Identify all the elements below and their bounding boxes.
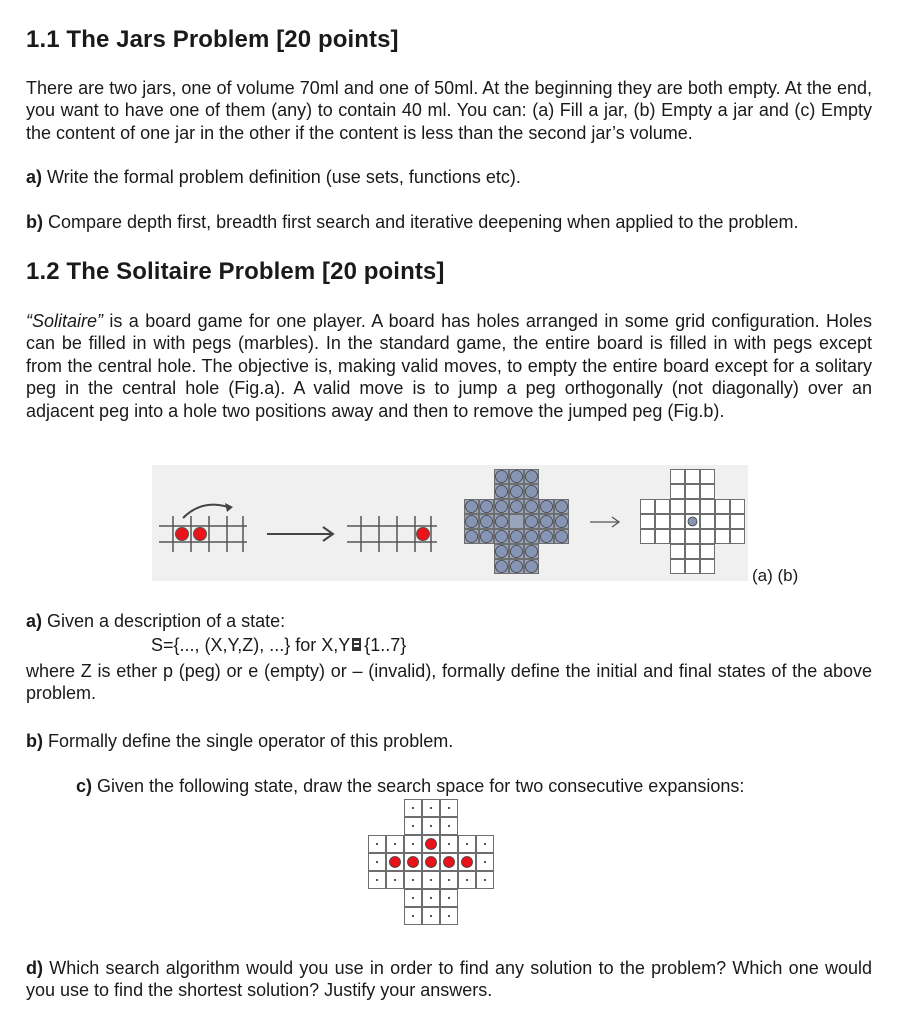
- board-hole-r5-c7: [731, 530, 745, 544]
- peg: [526, 471, 538, 483]
- board-hole-r4-c1: [641, 515, 655, 529]
- peg: [426, 857, 437, 868]
- empty-hole-mark: [412, 825, 414, 827]
- board-hole-r2-c3: [495, 485, 509, 499]
- board-hole-r5-c6: [540, 530, 554, 544]
- peg: [511, 561, 523, 573]
- peg: [526, 516, 538, 528]
- board-hole-r6-c3: [405, 890, 422, 907]
- figure-board-end: [640, 469, 748, 577]
- board-hole-r5-c3: [495, 530, 509, 544]
- board-hole-r5-c5: [441, 872, 458, 889]
- board-hole-r3-c6: [459, 836, 476, 853]
- board-hole-r5-c4: [510, 530, 524, 544]
- board-hole-r6-c5: [525, 545, 539, 559]
- empty-hole-mark: [412, 915, 414, 917]
- empty-hole-mark: [430, 879, 432, 881]
- empty-hole-mark: [466, 843, 468, 845]
- board-hole-r5-c6: [716, 530, 730, 544]
- board-hole-r7-c5: [441, 908, 458, 925]
- board-hole-r3-c3: [495, 500, 509, 514]
- board-hole-r4-c2: [656, 515, 670, 529]
- board-hole-r6-c4: [423, 890, 440, 907]
- solitaire-question-a-label: a): [26, 611, 43, 631]
- board-hole-r4-c6: [540, 515, 554, 529]
- peg: [390, 857, 401, 868]
- peg: [526, 531, 538, 543]
- board-hole-r7-c5: [701, 560, 715, 574]
- empty-hole-mark: [412, 879, 414, 881]
- board-hole-r6-c3: [495, 545, 509, 559]
- peg: [466, 501, 478, 513]
- jars-question-b-text: Compare depth first, breadth first search and iterative deepening when applied to the problem.: [43, 212, 799, 232]
- board-hole-r3-c1: [369, 836, 386, 853]
- element-of-symbol-icon: [351, 637, 363, 653]
- board-hole-r4-c7: [477, 854, 494, 871]
- board-hole-r5-c3: [671, 530, 685, 544]
- board-hole-r4-c7: [555, 515, 569, 529]
- board-hole-r6-c5: [701, 545, 715, 559]
- board-hole-r2-c4: [423, 818, 440, 835]
- solitaire-question-d: [26, 957, 872, 1002]
- board-hole-r5-c4: [423, 872, 440, 889]
- peg-jumping: [194, 528, 207, 541]
- peg: [466, 531, 478, 543]
- board-hole-r4-c4: [686, 515, 700, 529]
- peg: [496, 516, 508, 528]
- empty-hole-mark: [430, 825, 432, 827]
- board-hole-r4-c7: [731, 515, 745, 529]
- board-hole-r7-c3: [405, 908, 422, 925]
- board-hole-r2-c3: [405, 818, 422, 835]
- peg: [496, 546, 508, 558]
- board-hole-r7-c5: [525, 560, 539, 574]
- board-hole-r4-c2: [387, 854, 404, 871]
- empty-hole-mark: [484, 879, 486, 881]
- board-hole-r1-c5: [701, 470, 715, 484]
- empty-hole-mark: [394, 879, 396, 881]
- jars-question-a-text: Write the formal problem definition (use sets, functions etc).: [42, 167, 521, 187]
- board-hole-r1-c3: [495, 470, 509, 484]
- solitaire-heading: 1.2 The Solitaire Problem [20 points]: [26, 258, 445, 285]
- board-hole-r3-c7: [477, 836, 494, 853]
- peg: [541, 516, 553, 528]
- state-range: {1..7}: [364, 635, 407, 655]
- peg: [511, 546, 523, 558]
- peg: [511, 486, 523, 498]
- empty-hole-mark: [430, 807, 432, 809]
- board-hole-r4-c5: [441, 854, 458, 871]
- board-hole-r4-c6: [716, 515, 730, 529]
- peg: [426, 839, 437, 850]
- peg: [526, 546, 538, 558]
- peg: [481, 531, 493, 543]
- board-hole-r3-c2: [656, 500, 670, 514]
- board-hole-r4-c5: [525, 515, 539, 529]
- peg: [496, 471, 508, 483]
- peg: [556, 501, 568, 513]
- peg: [511, 501, 523, 513]
- jars-question-a-label: a): [26, 167, 43, 187]
- board-hole-r4-c3: [671, 515, 685, 529]
- board-hole-r1-c5: [441, 800, 458, 817]
- empty-hole-mark: [376, 879, 378, 881]
- peg: [541, 531, 553, 543]
- board-hole-r5-c2: [656, 530, 670, 544]
- solitaire-question-b-text: Formally define the single operator of this problem.: [43, 731, 454, 751]
- peg: [496, 501, 508, 513]
- peg: [526, 486, 538, 498]
- peg: [496, 486, 508, 498]
- peg: [526, 561, 538, 573]
- figure-given-state: [368, 799, 498, 935]
- peg: [541, 501, 553, 513]
- board-hole-r3-c4: [510, 500, 524, 514]
- solitaire-intro-body: is a board game for one player. A board has holes arranged in some grid configuration. Holes can be filled in with pegs (marbles). In the standard game, the entire board is filled in with pegs except from the central hole. The objective is, making valid moves, to empty the entire board except for a solitary peg in the central hole (Fig.a). A valid move is to jump a peg orthogonally (not diagonally) over an adjacent peg into a hole two positions away and then to remove the jumped peg (Fig.b).: [26, 311, 872, 421]
- peg-jumped: [176, 528, 189, 541]
- jars-heading: 1.1 The Jars Problem [20 points]: [26, 26, 399, 53]
- board-hole-r3-c7: [555, 500, 569, 514]
- empty-hole-mark: [448, 915, 450, 917]
- board-hole-r7-c4: [423, 908, 440, 925]
- board-hole-r7-c4: [686, 560, 700, 574]
- board-hole-r2-c5: [701, 485, 715, 499]
- board-hole-r6-c3: [671, 545, 685, 559]
- peg: [511, 471, 523, 483]
- board-hole-r3-c3: [671, 500, 685, 514]
- solitaire-question-a-text: Given a description of a state:: [42, 611, 286, 631]
- peg: [481, 516, 493, 528]
- peg: [481, 501, 493, 513]
- board-hole-r5-c4: [686, 530, 700, 544]
- board-hole-r5-c6: [459, 872, 476, 889]
- board-hole-r4-c4: [423, 854, 440, 871]
- empty-hole-mark: [448, 897, 450, 899]
- figure-caption: (a) (b): [752, 566, 799, 585]
- peg: [496, 531, 508, 543]
- solitaire-question-b: [26, 731, 453, 752]
- solitaire-question-d-text: Which search algorithm would you use in order to find any solution to the problem? Which one would you use to find the shortest solution? Justify your answers.: [26, 958, 872, 1001]
- board-hole-r1-c4: [510, 470, 524, 484]
- empty-hole-mark: [376, 861, 378, 863]
- board-hole-r5-c1: [641, 530, 655, 544]
- empty-hole-mark: [376, 843, 378, 845]
- empty-hole-mark: [448, 843, 450, 845]
- board-hole-r3-c5: [701, 500, 715, 514]
- board-hole-r3-c3: [405, 836, 422, 853]
- empty-hole-mark: [412, 843, 414, 845]
- board-hole-r4-c2: [480, 515, 494, 529]
- board-hole-r5-c2: [387, 872, 404, 889]
- board-hole-r2-c4: [510, 485, 524, 499]
- empty-hole-mark: [484, 861, 486, 863]
- board-hole-r7-c4: [510, 560, 524, 574]
- board-hole-r2-c5: [525, 485, 539, 499]
- jars-question-a: [26, 167, 521, 188]
- board-hole-r6-c5: [441, 890, 458, 907]
- board-hole-r6-c4: [686, 545, 700, 559]
- solitaire-question-d-label: d): [26, 958, 43, 978]
- board-hole-r4-c5: [701, 515, 715, 529]
- solitaire-question-c-label: c): [76, 776, 93, 796]
- peg: [408, 857, 419, 868]
- peg: [556, 516, 568, 528]
- figure-board-start: [464, 469, 572, 577]
- peg: [688, 517, 697, 526]
- board-hole-r7-c3: [671, 560, 685, 574]
- figure-board-arrow: [588, 512, 624, 532]
- board-hole-r4-c1: [465, 515, 479, 529]
- board-hole-r1-c4: [423, 800, 440, 817]
- peg: [444, 857, 455, 868]
- board-hole-r4-c4: [510, 515, 524, 529]
- jump-arc-head: [225, 503, 233, 512]
- solitaire-question-c: [76, 776, 744, 797]
- board-hole-r5-c3: [405, 872, 422, 889]
- board-hole-r5-c5: [525, 530, 539, 544]
- solitaire-question-c-text: Given the following state, draw the search space for two consecutive expansions:: [92, 776, 745, 796]
- board-hole-r2-c4: [686, 485, 700, 499]
- board-hole-r5-c7: [477, 872, 494, 889]
- board-hole-r7-c3: [495, 560, 509, 574]
- empty-hole-mark: [484, 843, 486, 845]
- peg: [526, 501, 538, 513]
- board-hole-r5-c2: [480, 530, 494, 544]
- board-hole-r4-c1: [369, 854, 386, 871]
- state-formula: S={..., (X,Y,Z), ...} for X,Y: [151, 635, 351, 655]
- empty-hole-mark: [394, 843, 396, 845]
- empty-hole-mark: [448, 879, 450, 881]
- empty-hole-mark: [412, 897, 414, 899]
- board-hole-r2-c3: [671, 485, 685, 499]
- figure-move-diagram: [155, 494, 445, 554]
- peg: [496, 561, 508, 573]
- peg: [511, 531, 523, 543]
- solitaire-question-a-followup: where Z is ether p (peg) or e (empty) or – (invalid), formally define the initial and final states of the above problem.: [26, 661, 872, 704]
- solitaire-intro: [26, 310, 872, 422]
- board-hole-r3-c2: [480, 500, 494, 514]
- board-hole-r3-c1: [465, 500, 479, 514]
- board-hole-r3-c6: [540, 500, 554, 514]
- empty-hole-mark: [466, 879, 468, 881]
- empty-hole-mark: [412, 807, 414, 809]
- board-hole-r5-c5: [701, 530, 715, 544]
- board-hole-r3-c7: [731, 500, 745, 514]
- board-hole-r3-c5: [441, 836, 458, 853]
- board-hole-r3-c5: [525, 500, 539, 514]
- board-hole-r2-c5: [441, 818, 458, 835]
- board-hole-r1-c4: [686, 470, 700, 484]
- board-hole-r1-c5: [525, 470, 539, 484]
- board-hole-r1-c3: [405, 800, 422, 817]
- board-hole-r5-c7: [555, 530, 569, 544]
- jars-description: There are two jars, one of volume 70ml and one of 50ml. At the beginning they are both empty. At the end, you want to have one of them (any) to contain 40 ml. You can: (a) Fill a jar, (b) Empty a jar and (c) Empty the content of one jar in the other if the content is less than the second jar’s volume.: [26, 78, 872, 143]
- peg: [556, 531, 568, 543]
- empty-hole-mark: [430, 915, 432, 917]
- board-hole-r6-c4: [510, 545, 524, 559]
- state-definition: [151, 635, 406, 656]
- board-hole-r5-c1: [465, 530, 479, 544]
- board-hole-r3-c1: [641, 500, 655, 514]
- peg-landed: [417, 528, 430, 541]
- empty-hole-mark: [448, 825, 450, 827]
- solitaire-intro-title: “Solitaire”: [26, 311, 104, 331]
- solitaire-question-a: [26, 611, 285, 632]
- empty-hole-mark: [448, 807, 450, 809]
- board-hole-r3-c4: [423, 836, 440, 853]
- board-hole-r3-c4: [686, 500, 700, 514]
- board-hole-r3-c6: [716, 500, 730, 514]
- board-hole-r4-c3: [405, 854, 422, 871]
- board-hole-r3-c2: [387, 836, 404, 853]
- empty-hole-mark: [430, 897, 432, 899]
- solitaire-question-b-label: b): [26, 731, 43, 751]
- peg: [462, 857, 473, 868]
- board-hole-r1-c3: [671, 470, 685, 484]
- peg: [466, 516, 478, 528]
- jars-question-b-label: b): [26, 212, 43, 232]
- board-hole-r4-c6: [459, 854, 476, 871]
- jump-arc: [183, 505, 231, 518]
- board-hole-r4-c3: [495, 515, 509, 529]
- jars-question-b: [26, 212, 798, 233]
- board-hole-r5-c1: [369, 872, 386, 889]
